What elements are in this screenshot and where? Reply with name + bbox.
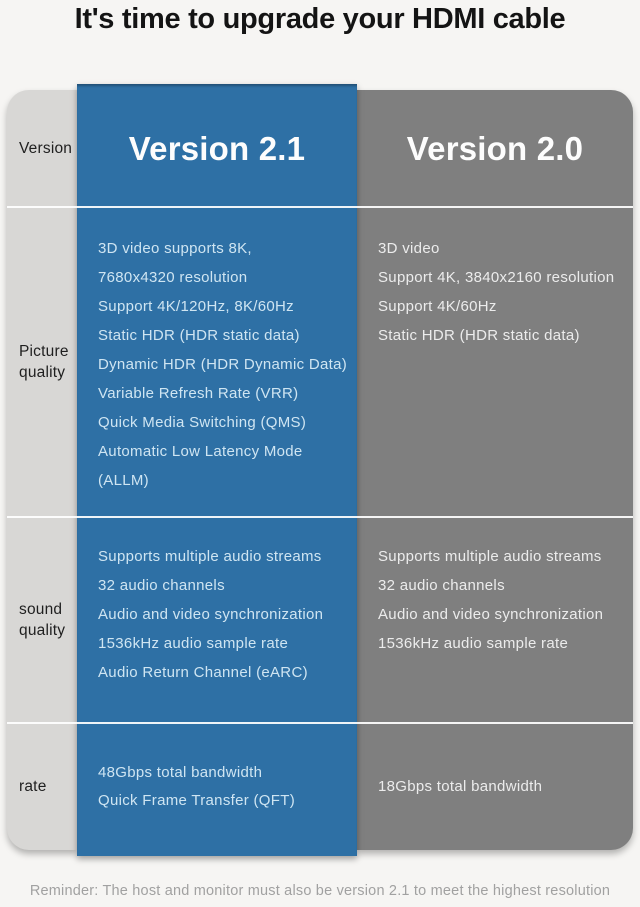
picture-quality-v21-cell <box>77 207 357 517</box>
feature-line: 3D video supports 8K, <box>98 240 252 257</box>
feature-line: Support 4K/60Hz <box>378 298 497 315</box>
column-header-version-20 <box>357 90 633 207</box>
feature-line: 48Gbps total bandwidth <box>98 763 263 781</box>
feature-line: 32 audio channels <box>378 577 505 594</box>
row-label-text: Picture quality <box>19 343 69 381</box>
sound-quality-v21-cell <box>77 517 357 723</box>
feature-line: Supports multiple audio streams <box>378 548 602 565</box>
feature-line: 32 audio channels <box>98 577 225 594</box>
feature-line: (ALLM) <box>98 472 149 489</box>
rate-v20-cell <box>357 723 633 850</box>
row-label-text: Version <box>19 140 73 157</box>
feature-line: Supports multiple audio streams <box>98 548 322 565</box>
row-label-text: rate <box>19 778 47 795</box>
feature-line: Automatic Low Latency Mode <box>98 443 303 460</box>
row-divider <box>7 516 633 518</box>
feature-line: Quick Media Switching (QMS) <box>98 414 307 431</box>
row-label-sound-quality <box>7 517 77 723</box>
feature-line: Audio and video synchronization <box>378 606 604 623</box>
page-title: It's time to upgrade your HDMI cable <box>74 3 566 35</box>
column-header-text: Version 2.0 <box>406 129 584 167</box>
row-divider <box>7 722 633 724</box>
sound-quality-v20-cell <box>357 517 633 723</box>
feature-line: 1536kHz audio sample rate <box>378 635 569 652</box>
feature-line: 18Gbps total bandwidth <box>378 777 543 795</box>
feature-line: Support 4K/120Hz, 8K/60Hz <box>98 298 294 315</box>
picture-quality-v20-cell <box>357 207 633 517</box>
row-label-text: sound quality <box>19 601 66 639</box>
column-header-text: Version 2.1 <box>128 129 306 167</box>
feature-line: Static HDR (HDR static data) <box>98 327 300 344</box>
feature-line: Quick Frame Transfer (QFT) <box>98 791 295 809</box>
feature-line: Audio Return Channel (eARC) <box>98 664 308 681</box>
feature-line: 7680x4320 resolution <box>98 269 248 286</box>
feature-line: Support 4K, 3840x2160 resolution <box>378 269 615 286</box>
row-label-picture-quality <box>7 207 77 517</box>
column-header-version-21 <box>77 90 357 207</box>
feature-line: 3D video <box>378 240 440 257</box>
row-label-version <box>7 90 77 207</box>
row-divider <box>7 206 633 208</box>
rate-v21-cell <box>77 723 357 850</box>
feature-line: Variable Refresh Rate (VRR) <box>98 385 299 402</box>
reminder-text: Reminder: The host and monitor must also be version 2.1 to meet the highest resolution <box>29 883 611 899</box>
row-label-rate <box>7 723 77 850</box>
feature-line: 1536kHz audio sample rate <box>98 635 289 652</box>
comparison-table <box>7 90 633 850</box>
feature-line: Audio and video synchronization <box>98 606 324 623</box>
feature-line: Static HDR (HDR static data) <box>378 327 580 344</box>
feature-line: Dynamic HDR (HDR Dynamic Data) <box>98 356 348 373</box>
